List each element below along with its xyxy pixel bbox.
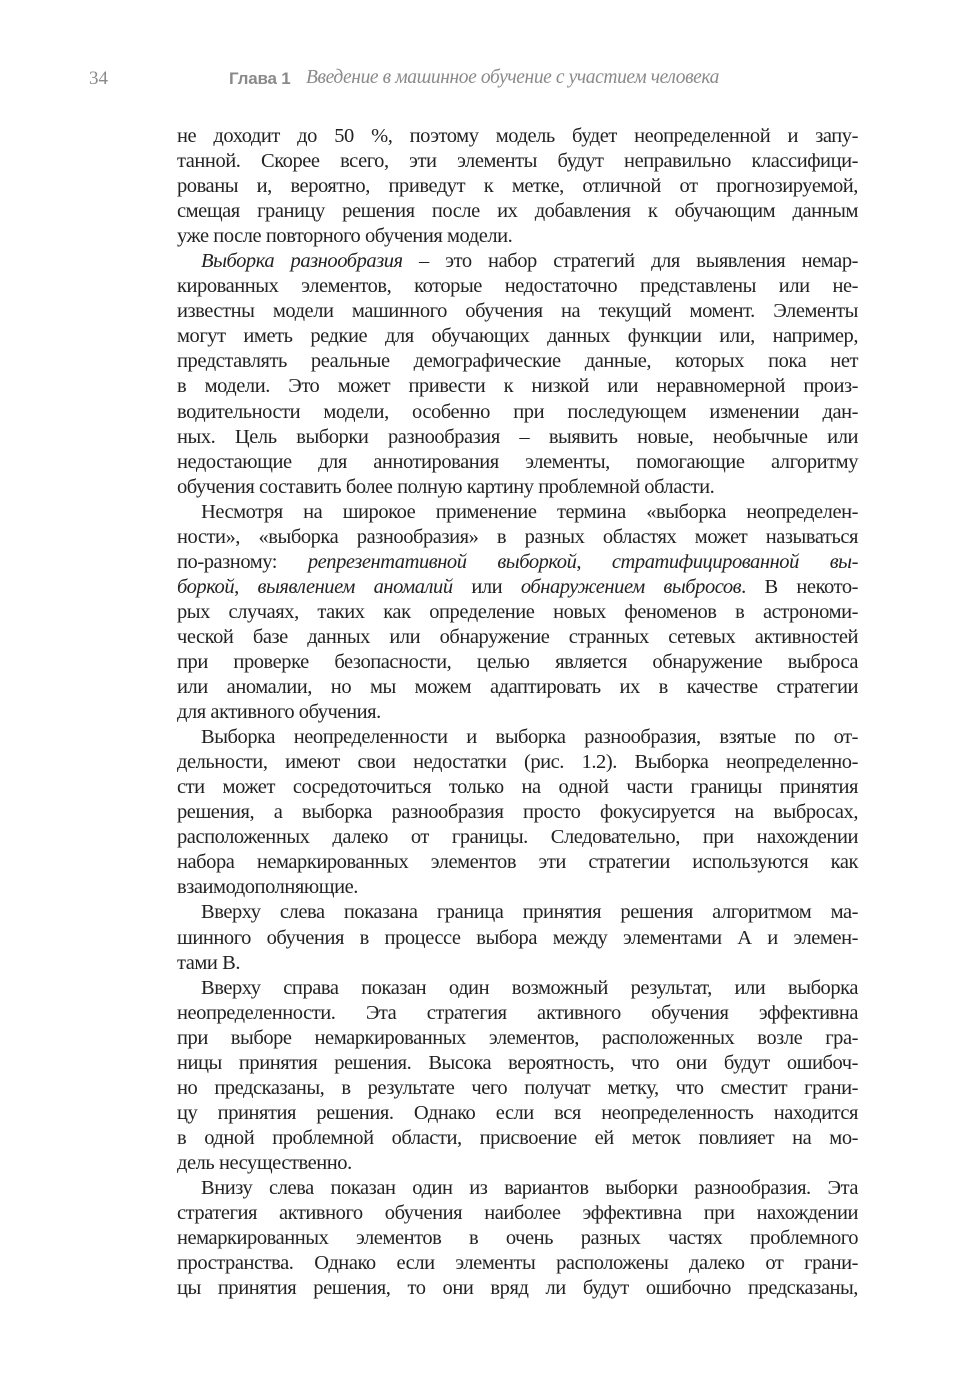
text-line: ности», «выборка разнообразия» в разных областях может называться	[177, 525, 858, 548]
paragraph	[177, 500, 858, 725]
text-line: немаркированных элементов в очень разных частях проблемного	[177, 1227, 858, 1250]
text-line	[177, 575, 858, 600]
text-line: представлять реальные демографические данные, которых пока нет	[177, 350, 858, 373]
paragraph	[177, 725, 858, 900]
text-line: пространства. Однако если элементы расположены далеко от грани-	[177, 1252, 858, 1275]
chapter-title: Введение в машинное обучение с участием человека	[306, 67, 719, 88]
text-line: ческой базе данных или обнаружение странных сетевых активностей	[177, 625, 858, 648]
text-run: . В некото-	[741, 575, 858, 598]
text-line: Выборка неопределенности и выборка разнообразия, взятые по от-	[201, 726, 858, 749]
text-line: цы принятия решения, то они вряд ли будут ошибочно предсказаны,	[177, 1277, 858, 1300]
text-line: уже после повторного обучения модели.	[177, 225, 513, 248]
text-line: ных. Цель выборки разнообразия – выявить новые, необычные или	[177, 425, 858, 448]
text-line: могут иметь редкие для обучающих данных функции или, например,	[177, 325, 858, 348]
text-line: взаимодополняющие.	[177, 876, 358, 899]
chapter-label: Глава 1	[229, 69, 291, 88]
text-run: ,	[234, 575, 258, 598]
paragraph	[177, 900, 858, 975]
text-line: дель несущественно.	[177, 1151, 352, 1174]
text-line: расположенных далеко от границы. Следовательно, при нахождении	[177, 826, 858, 849]
text-line: кированных элементов, которые недостаточно представлены или не-	[177, 275, 858, 298]
text-line: Вверху справа показан один возможный результат, или выборка	[201, 976, 858, 999]
text-line: в одной проблемной области, присвоение ей меток повлияет на мо-	[177, 1126, 858, 1149]
text-line: известны модели машинного обучения на текущий момент. Элементы	[177, 300, 858, 323]
paragraph	[177, 249, 858, 499]
italic-term: обнаружением выбросов	[520, 575, 742, 598]
paragraph	[177, 124, 858, 249]
text-line: Вверху слева показана граница принятия решения алгоритмом ма-	[201, 901, 858, 924]
text-run: ,	[576, 550, 612, 573]
text-line: цу принятия решения. Однако если вся неопределенность находится	[177, 1101, 858, 1124]
text-line: дельности, имеют свои недостатки (рис. 1.2). Выборка неопределенно-	[177, 751, 858, 774]
text-line: водительности модели, особенно при последующем изменении дан-	[177, 400, 858, 423]
text-run: или	[452, 575, 521, 598]
italic-term: боркой	[177, 575, 235, 598]
text-line: сти может сосредоточиться только на одной части границы принятия	[177, 776, 858, 799]
text-line: стратегия активного обучения наиболее эффективна при нахождении	[177, 1202, 858, 1225]
text-line: Внизу слева показан один из вариантов выборки разнообразия. Эта	[201, 1176, 858, 1199]
running-header	[0, 66, 974, 96]
text-line: в модели. Это может привести к низкой или неравномерной произ-	[177, 375, 858, 398]
text-line: не доходит до 50 %, поэтому модель будет неопределенной и запу-	[177, 125, 858, 147]
text-line	[177, 249, 858, 274]
text-line: ницы принятия решения. Высока вероятность, что они будут ошибоч-	[177, 1051, 858, 1074]
text-line	[177, 550, 858, 575]
paragraph	[177, 1176, 858, 1301]
italic-term: репрезентативной выборкой	[307, 550, 577, 573]
text-run: – это набор стратегий для выявления немар-	[402, 250, 858, 273]
text-line: тами В.	[177, 951, 241, 974]
text-line: решения, а выборка разнообразия просто фокусируется на выбросах,	[177, 801, 858, 824]
text-line: обучения составить более полную картину проблемной области.	[177, 475, 715, 498]
text-line: недостающие для аннотирования элементы, помогающие алгоритму	[177, 450, 858, 473]
text-line: шинного обучения в процессе выбора между элементами А и элемен-	[177, 926, 858, 949]
text-run: по-разному:	[177, 550, 308, 573]
text-line: или аномалии, но мы можем адаптировать их в качестве стратегии	[177, 676, 858, 699]
paragraph	[177, 976, 858, 1176]
text-line: при проверке безопасности, целью является обнаружение выброса	[177, 650, 858, 673]
body-text	[177, 124, 858, 1301]
text-line: танной. Скорее всего, эти элементы будут неправильно классифици-	[177, 150, 858, 173]
text-line: но предсказаны, в результате чего получат метку, что сместит грани-	[177, 1076, 858, 1099]
text-line: рованы и, вероятно, приведут к метке, отличной от прогнозируемой,	[177, 175, 858, 198]
text-line: Несмотря на широкое применение термина «выборка неопределен-	[201, 500, 858, 523]
text-line: набора немаркированных элементов эти стратегии используются как	[177, 851, 858, 874]
text-line: неопределенности. Эта стратегия активного обучения эффективна	[177, 1001, 858, 1024]
page-number: 34	[89, 68, 108, 89]
text-line: для активного обучения.	[177, 701, 381, 724]
text-line: рых случаях, таких как определение новых феноменов в астрономи-	[177, 600, 858, 623]
italic-term: стратифицированной вы-	[611, 550, 858, 573]
text-line: при выборе немаркированных элементов, расположенных возле гра-	[177, 1026, 858, 1049]
text-line: смещая границу решения после их добавления к обучающим данным	[177, 200, 858, 223]
italic-term: выявлением аномалий	[257, 575, 453, 598]
italic-term: Выборка разнообразия	[201, 250, 403, 273]
